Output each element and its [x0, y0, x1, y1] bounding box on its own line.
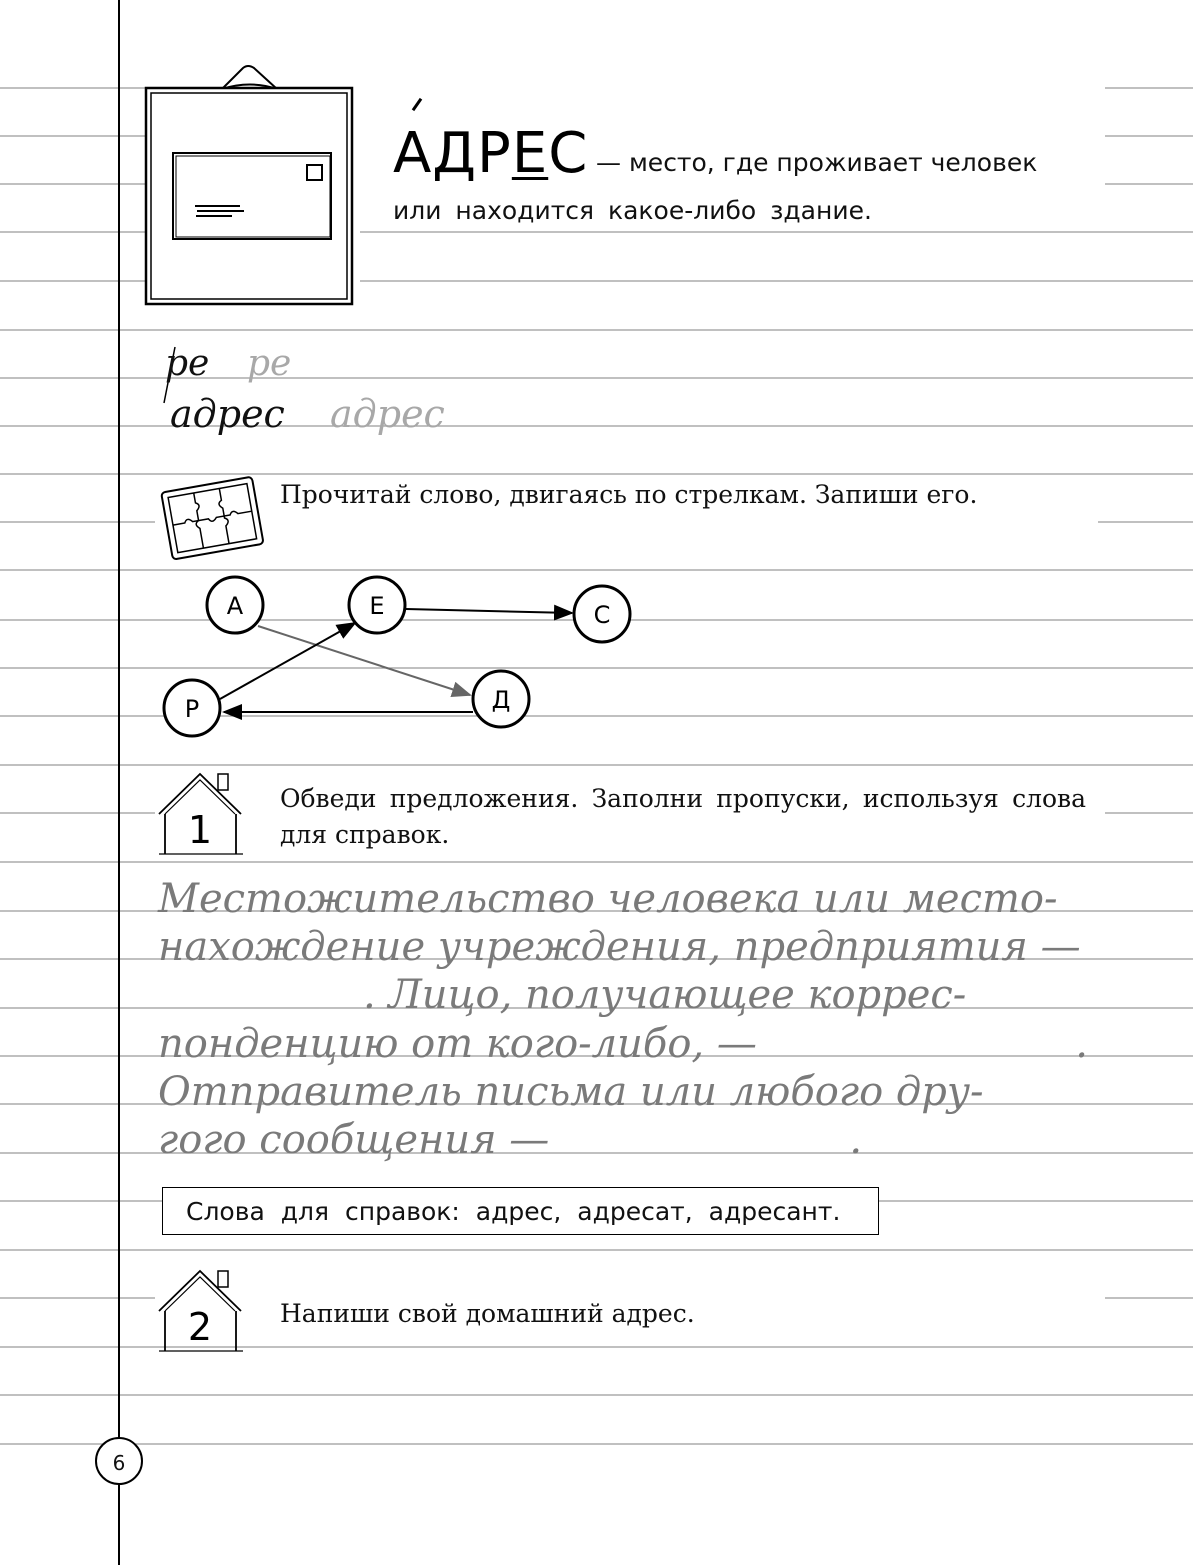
node-a-label: А: [226, 592, 244, 620]
copy-syllable: ре: [165, 343, 210, 384]
trace-text-3: . Лицо, получающее коррес-: [363, 972, 967, 1018]
puzzle-instruction: Прочитай слово, двигаясь по стрелкам. Запиши его.: [280, 480, 978, 509]
arrow-e-to-c: [406, 609, 572, 613]
node-r-label: Р: [184, 695, 200, 723]
trace-line-2: [158, 922, 1088, 972]
copy-syllable-sample: ре: [247, 343, 292, 384]
trace-text-1: Местожительство человека или место-: [158, 876, 1058, 922]
node-e-label: Е: [369, 592, 385, 620]
trace-period-4: .: [1075, 1021, 1088, 1067]
trace-line-1: [158, 874, 1088, 924]
word-part-after: С: [548, 121, 589, 186]
task-1-instruction: Обведи предложения. Заполни пропуски, используя слова для справок.: [280, 784, 1086, 849]
envelope-picture-icon: [140, 62, 362, 312]
trace-line-4: [158, 1019, 1088, 1069]
page-number: 6: [95, 1437, 143, 1485]
trace-line-6: [158, 1115, 1088, 1165]
word-part-before: АДР: [393, 121, 512, 186]
task-2-instruction: Напиши свой домашний адрес.: [280, 1299, 695, 1328]
definition-line-1: — место, где проживает человек: [596, 148, 1038, 177]
node-c-label: С: [593, 601, 611, 629]
reference-words-box: Слова для справок: адрес, адресат, адресант.: [162, 1187, 879, 1235]
puzzle-icon: [158, 472, 268, 560]
vocabulary-word: [393, 122, 588, 186]
trace-text-5: Отправитель письма или любого дру-: [158, 1069, 984, 1115]
node-d-label: Д: [491, 686, 511, 714]
trace-line-5: [158, 1067, 1088, 1117]
trace-period-6: .: [849, 1117, 863, 1163]
trace-line-3: [158, 970, 1088, 1020]
trace-text-6: гого сообщения —: [158, 1117, 550, 1163]
task-2-number: 2: [187, 1305, 213, 1349]
trace-text-2: нахождение учреждения, предприятия —: [158, 924, 1081, 970]
house-number-icon: [155, 1265, 247, 1355]
definition-line-2: или находится какое-либо здание.: [393, 196, 872, 225]
task-1-number: 1: [187, 808, 213, 852]
copy-word-sample: адрес: [330, 392, 445, 436]
house-number-icon: [155, 768, 247, 858]
letter-arrow-diagram: [150, 570, 650, 745]
copy-word: адрес: [170, 392, 285, 436]
stressed-letter: Е: [511, 121, 549, 186]
arrow-r-to-e: [220, 623, 355, 699]
trace-text-4: понденцию от кого-либо, —: [158, 1021, 757, 1067]
